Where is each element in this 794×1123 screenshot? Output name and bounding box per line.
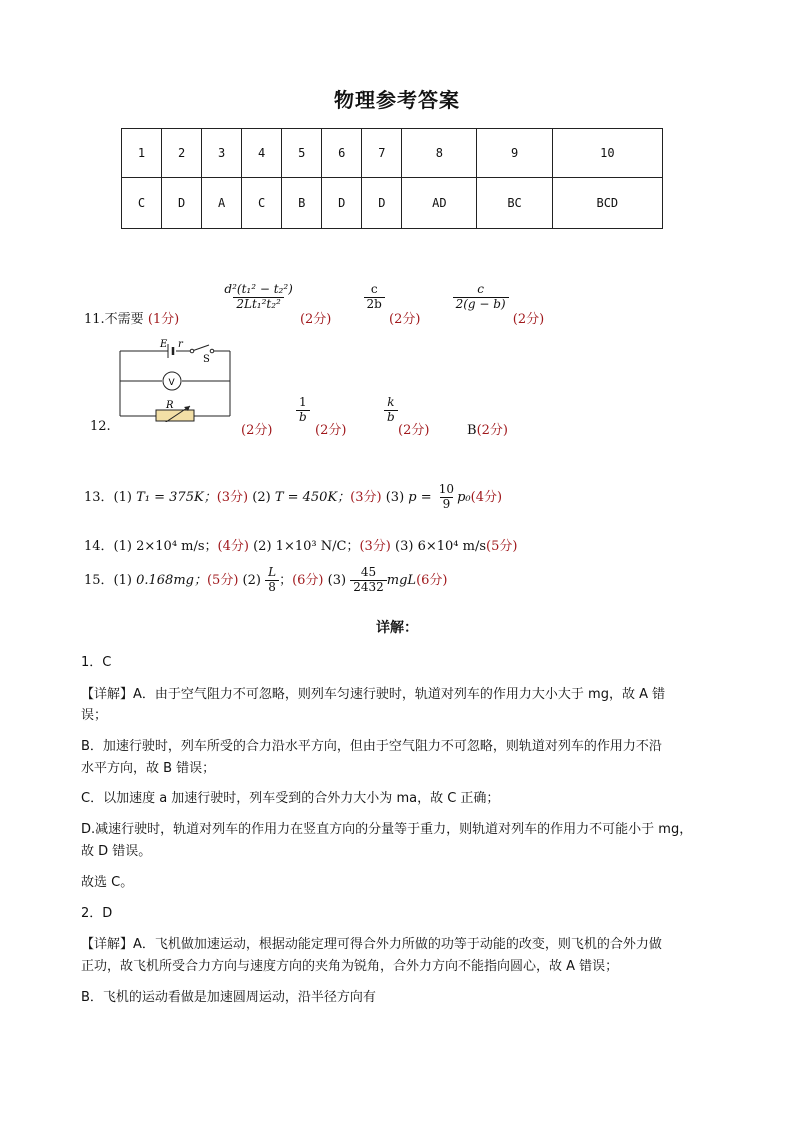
q12-points-1: (2分)	[241, 423, 273, 438]
q1-option-a-line-2: 误；	[81, 708, 108, 723]
q12-formula-2	[384, 396, 398, 425]
q1-option-b-line-2: 水平方向，故 B 错误；	[81, 761, 216, 776]
q13-answer-3-numerator: 10	[438, 482, 455, 496]
q1-option-d-line-1: D.减速行驶时，轨道对列车的作用力在竖直方向的分量等于重力，则轨道对列车的作用力不可能小于 mg，	[81, 822, 693, 837]
q15-answer-1: 0.168mg；	[136, 572, 207, 588]
q11-formula-3	[453, 283, 509, 312]
q11-points-2: (2分)	[299, 312, 332, 327]
answer-cell: D	[322, 178, 362, 229]
question-number: 8	[402, 129, 477, 178]
q15-prefix: 15．(1)	[84, 572, 132, 588]
question-number: 1	[122, 129, 162, 178]
question-number: 2	[162, 129, 202, 178]
q15-answer-2-separator: ；	[279, 572, 293, 588]
q12-formula-1-row	[296, 396, 310, 425]
q2-option-a-line-1: 【详解】A．飞机做加速运动，根据动能定理可得合外力所做的功等于动能的改变，则飞机的合外力做	[81, 937, 662, 952]
answer-cell: BC	[477, 178, 552, 229]
q14-points-2: (3分)	[359, 539, 391, 554]
q13-points-1: (3分)	[216, 489, 249, 505]
switch-contact-left	[190, 349, 194, 353]
answer-cell: B	[282, 178, 322, 229]
q2-option-b: B．飞机的运动看做是加速圆周运动，沿半径方向有	[81, 990, 376, 1005]
switch-label: S	[203, 354, 210, 365]
circuit-diagram	[112, 336, 242, 422]
question-number: 7	[362, 129, 402, 178]
q11-formula-3-denominator: 2(g − b)	[453, 297, 509, 312]
q12-formula-1-numerator: 1	[299, 395, 307, 409]
battery-label: E	[160, 339, 168, 350]
q14-answer-1: 2×10⁴ m/s；	[136, 539, 218, 554]
q15-answer-3-unit: mgL	[386, 572, 417, 588]
q15-answer-2-denominator: 8	[265, 580, 279, 595]
question-number: 10	[552, 129, 662, 178]
q15-answer-2-numerator: L	[268, 565, 277, 579]
question-number: 9	[477, 129, 552, 178]
q14-points-1: (4分)	[217, 539, 249, 554]
voltmeter-label: V	[168, 378, 175, 388]
q13-answer	[84, 483, 502, 512]
q2-heading: 2．D	[81, 906, 113, 921]
q14-points-3: (5分)	[486, 539, 518, 554]
question-number: 3	[202, 129, 242, 178]
q12-formula-1	[296, 396, 310, 425]
q13-answer-3-lhs: p =	[408, 489, 432, 505]
q13-answer-3-rhs: p₀	[457, 489, 471, 505]
q11-formula-2	[364, 283, 385, 312]
answer-cell: C	[242, 178, 282, 229]
q15-points-2: (6分)	[292, 572, 324, 588]
question-number-row	[122, 129, 663, 178]
q11-points-1: (1分)	[147, 312, 180, 327]
q14-prefix: 14．(1)	[84, 539, 132, 554]
q12-formula-2-row	[384, 396, 398, 425]
q15-answer-3-denominator: 2432	[350, 580, 387, 595]
q12-points-4: (2分)	[476, 423, 508, 438]
detail-heading: 详解：	[376, 620, 418, 636]
q11-points-4: (2分)	[512, 312, 545, 327]
q12-formula-2-denominator: b	[384, 410, 398, 425]
q11-formula-3-numerator: c	[477, 282, 484, 297]
q15-part-3: (3)	[327, 572, 347, 588]
q15-points-1: (5分)	[206, 572, 239, 588]
q11-formula-1	[221, 283, 295, 312]
q13-points-3: (4分)	[470, 489, 503, 505]
q13-answer-3-denominator: 9	[440, 497, 454, 512]
page-title: 物理参考答案	[334, 88, 460, 112]
answer-cell: A	[202, 178, 242, 229]
rheostat-label: R	[166, 400, 174, 411]
q12-prefix: 12.	[90, 419, 111, 434]
q12-choice	[467, 419, 508, 438]
q14-part-2: (2)	[253, 539, 272, 554]
answer-row	[122, 178, 663, 229]
q15-answer	[84, 566, 447, 595]
q12-choice-letter: B	[467, 423, 477, 438]
q14-answer-3: 6×10⁴ m/s	[417, 539, 486, 554]
q12-formula-1-denominator: b	[296, 410, 310, 425]
q14-answer-2: 1×10³ N/C；	[275, 539, 360, 554]
q14-answer	[84, 535, 517, 554]
q15-answer-3-numerator: 45	[360, 565, 377, 579]
resistance-label: r	[178, 339, 183, 350]
q12-points-3: (2分)	[398, 423, 430, 438]
q13-part-2: (2)	[252, 489, 271, 505]
q12-points-2: (2分)	[315, 423, 347, 438]
q15-answer-3-fraction	[350, 566, 387, 595]
q13-answer-3-fraction	[436, 483, 457, 512]
q11-points-3: (2分)	[389, 312, 421, 327]
q11-formula-1-numerator: d²(t₁² − t₂²)	[224, 282, 293, 297]
question-number: 6	[322, 129, 362, 178]
answer-cell: C	[122, 178, 162, 229]
q1-option-b-line-1: B．加速行驶时，列车所受的合力沿水平方向，但由于空气阻力不可忽略，则轨道对列车的作用力不沿	[81, 739, 662, 754]
q1-option-d-line-2: 故 D 错误。	[81, 844, 152, 859]
q11-formula-1-denominator: 2Lt₁²t₂²	[233, 297, 284, 312]
q14-part-3: (3)	[395, 539, 414, 554]
q15-answer-2-fraction	[265, 566, 279, 595]
q12-formula-2-numerator: k	[387, 395, 395, 409]
answer-cell: AD	[402, 178, 477, 229]
answer-table	[121, 128, 663, 229]
answer-cell: D	[162, 178, 202, 229]
q11-prefix: 11.不需要	[84, 312, 144, 327]
q1-option-a-line-1: 【详解】A．由于空气阻力不可忽略，则列车匀速行驶时，轨道对列车的作用力大小大于 mg，故 A 错	[81, 687, 666, 702]
q1-heading: 1．C	[81, 655, 112, 670]
q11-formula-2-numerator: c	[370, 282, 378, 297]
q15-points-3: (6分)	[416, 572, 448, 588]
q13-part-3: (3)	[385, 489, 405, 505]
q11-answer	[84, 268, 544, 327]
q11-formula-2-denominator: 2b	[364, 297, 385, 312]
question-number: 5	[282, 129, 322, 178]
question-number: 4	[242, 129, 282, 178]
q1-selection: 故选 C。	[81, 875, 134, 890]
q13-answer-2: T = 450K；	[274, 489, 351, 505]
answer-cell: BCD	[552, 178, 662, 229]
q13-points-2: (3分)	[350, 489, 382, 505]
switch-contact-right	[210, 349, 214, 353]
answer-cell: D	[362, 178, 402, 229]
q13-prefix: 13．(1)	[84, 489, 132, 505]
q1-option-c: C．以加速度 a 加速行驶时，列车受到的合外力大小为 ma，故 C 正确；	[81, 791, 500, 806]
q13-answer-1: T₁ = 375K；	[136, 489, 217, 505]
q2-option-a-line-2: 正功，故飞机所受合力方向与速度方向的夹角为锐角，合外力方向不能指向圆心，故 A 错误；	[81, 959, 619, 974]
q15-part-2: (2)	[242, 572, 261, 588]
